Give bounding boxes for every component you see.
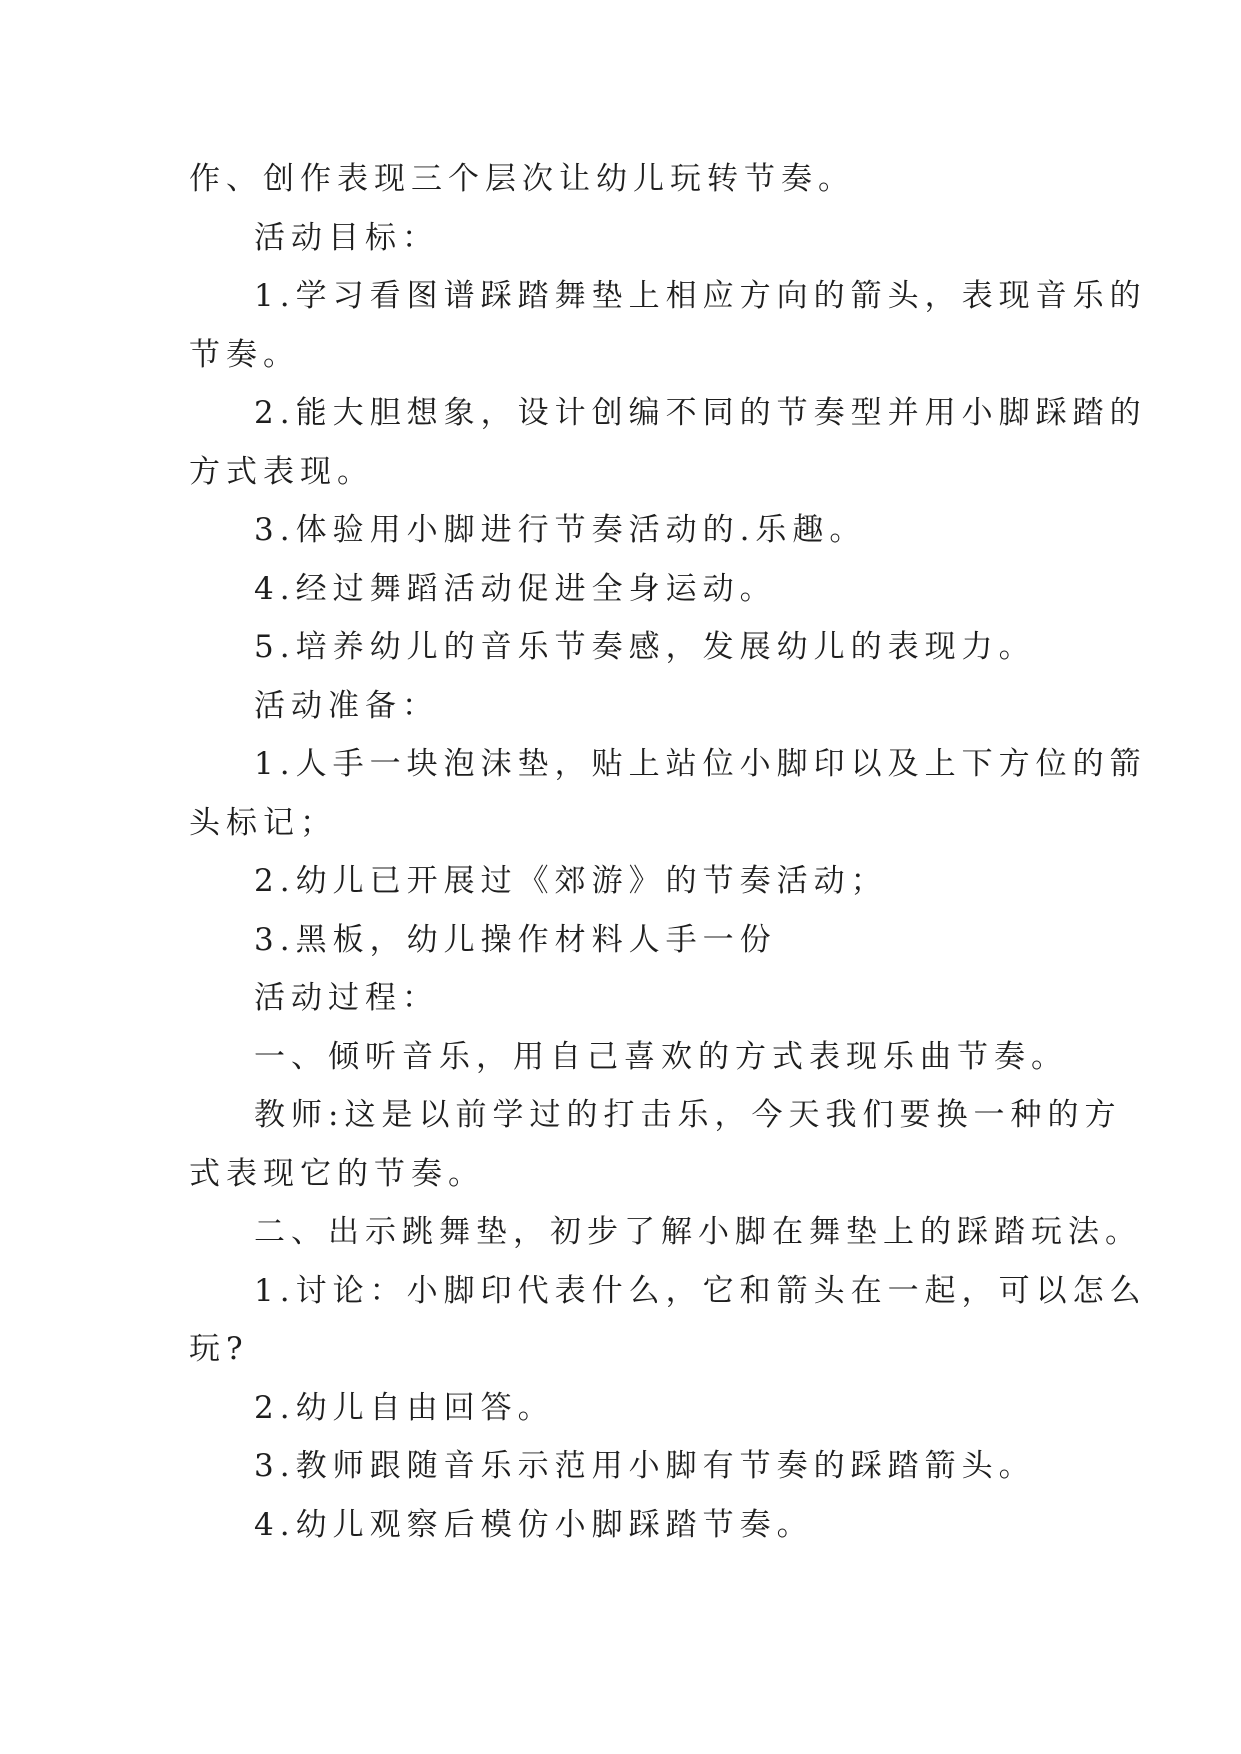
text-line: 3.体验用小脚进行节奏活动的.乐趣。 xyxy=(254,512,867,548)
paragraph xyxy=(189,1437,1059,1496)
paragraph xyxy=(189,209,1059,268)
paragraph xyxy=(189,384,1147,501)
text-line: 一、倾听音乐，用自己喜欢的方式表现乐曲节奏。 xyxy=(254,1038,1068,1075)
paragraph xyxy=(189,618,1059,677)
paragraph xyxy=(189,1086,1122,1203)
text-line: 玩? xyxy=(189,1331,249,1367)
document-body xyxy=(189,150,1147,1554)
paragraph xyxy=(189,1203,1142,1262)
text-line: 作、创作表现三个层次让幼儿玩转节奏。 xyxy=(189,161,855,197)
paragraph xyxy=(189,1496,1059,1555)
text-line: 活动过程： xyxy=(254,980,439,1016)
text-line: 2.幼儿自由回答。 xyxy=(254,1389,555,1426)
paragraph xyxy=(189,735,1147,852)
text-line: 1.人手一块泡沫垫，贴上站位小脚印以及上下方位的箭 xyxy=(254,746,1147,782)
paragraph xyxy=(189,677,1059,736)
paragraph xyxy=(189,1379,1059,1438)
text-line: 1.讨论：小脚印代表什么，它和箭头在一起，可以怎么 xyxy=(254,1272,1147,1309)
text-line: 式表现它的节奏。 xyxy=(189,1155,485,1192)
paragraph xyxy=(189,1262,1147,1379)
text-line: 教师:这是以前学过的打击乐，今天我们要换一种的方 xyxy=(254,1097,1122,1133)
text-line: 二、出示跳舞垫，初步了解小脚在舞垫上的踩踏玩法。 xyxy=(254,1214,1142,1250)
paragraph xyxy=(189,150,1059,209)
paragraph xyxy=(189,560,1059,619)
text-line: 头标记； xyxy=(189,804,337,841)
paragraph xyxy=(189,911,1059,970)
text-line: 方式表现。 xyxy=(189,453,374,490)
paragraph xyxy=(189,1028,1068,1087)
text-line: 4.经过舞蹈活动促进全身运动。 xyxy=(254,570,777,607)
text-line: 活动准备： xyxy=(254,687,439,724)
paragraph xyxy=(189,267,1147,384)
text-line: 3.教师跟随音乐示范用小脚有节奏的踩踏箭头。 xyxy=(254,1448,1036,1484)
paragraph xyxy=(189,969,1059,1028)
text-line: 2.能大胆想象，设计创编不同的节奏型并用小脚踩踏的 xyxy=(254,395,1147,431)
paragraph xyxy=(189,501,1059,560)
paragraph xyxy=(189,852,1059,911)
text-line: 1.学习看图谱踩踏舞垫上相应方向的箭头，表现音乐的 xyxy=(254,278,1147,314)
text-line: 2.幼儿已开展过《郊游》的节奏活动； xyxy=(254,863,888,899)
text-line: 节奏。 xyxy=(189,336,300,373)
text-line: 4.幼儿观察后模仿小脚踩踏节奏。 xyxy=(254,1506,814,1543)
text-line: 5.培养幼儿的音乐节奏感，发展幼儿的表现力。 xyxy=(254,629,1036,665)
text-line: 活动目标： xyxy=(254,219,439,256)
text-line: 3.黑板，幼儿操作材料人手一份 xyxy=(254,921,777,958)
